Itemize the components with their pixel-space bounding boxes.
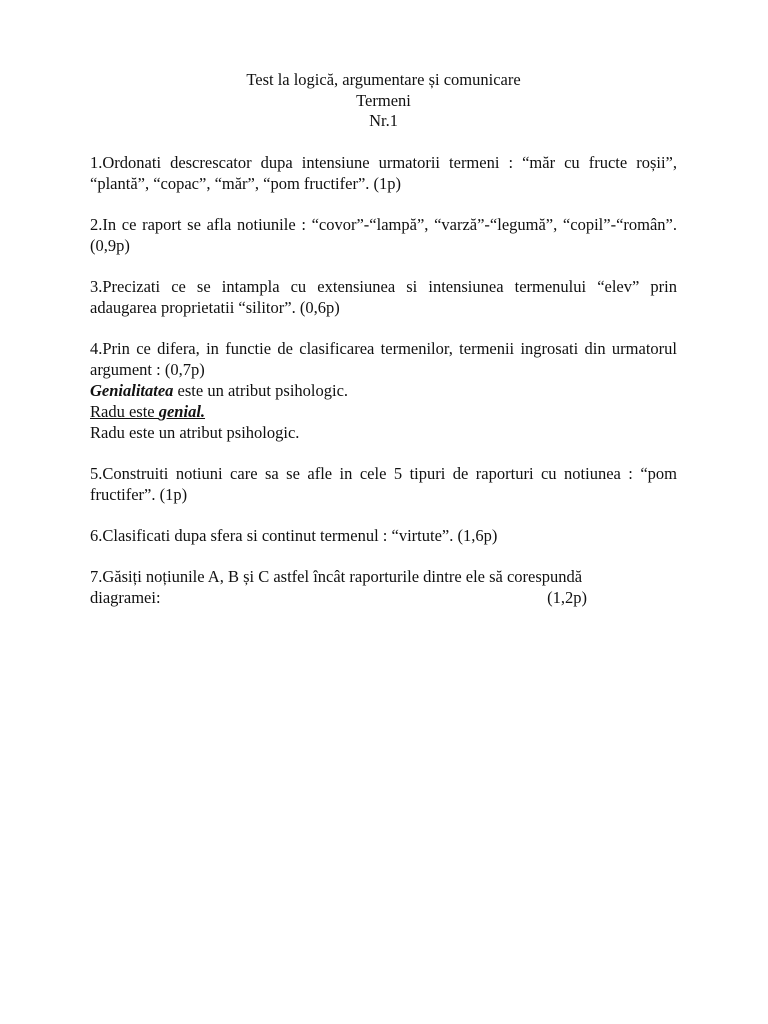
document-page xyxy=(90,70,677,628)
argument-premise-2 xyxy=(90,401,677,422)
question-6-text: 6.Clasificati dupa sfera si continut termenul : “virtute”. (1,6p) xyxy=(90,525,498,545)
question-7-line-2 xyxy=(90,587,677,608)
question-6 xyxy=(90,525,677,546)
question-1 xyxy=(90,152,677,194)
question-2-text: 2.In ce raport se afla notiunile : “covor”-“lampă”, “varză”-“legumă”, “copil”-“român”. (0,9p) xyxy=(90,214,677,255)
document-subtitle: Termeni xyxy=(356,90,411,110)
premise-2-start: Radu este xyxy=(90,401,159,421)
question-7-text: 7.Găsiți noțiunile A, B și C astfel încât raporturile dintre ele să corespundă xyxy=(90,566,583,586)
question-3-text: 3.Precizati ce se intampla cu extensiunea si intensiunea termenului “elev” prin adaugarea proprietatii “silitor”. (0,6p) xyxy=(90,276,677,317)
question-7-diagram-label: diagramei: xyxy=(90,587,161,607)
argument-conclusion: Radu este un atribut psihologic. xyxy=(90,422,300,442)
question-7 xyxy=(90,566,677,608)
question-4-text: 4.Prin ce difera, in functie de clasificarea termenilor, termenii ingrosati din urmatorul argument : (0,7p) xyxy=(90,338,677,379)
question-5-text: 5.Construiti notiuni care sa se afle in cele 5 tipuri de raporturi cu notiunea : “pom fructifer”. (1p) xyxy=(90,463,677,504)
document-header xyxy=(90,70,677,132)
document-title: Test la logică, argumentare și comunicare xyxy=(246,70,521,89)
question-4 xyxy=(90,338,677,443)
question-2 xyxy=(90,214,677,256)
premise-1-rest: este un atribut psihologic. xyxy=(173,380,349,400)
question-7-score: (1,2p) xyxy=(547,587,587,607)
document-number: Nr.1 xyxy=(369,111,398,130)
argument-premise-1 xyxy=(90,380,677,401)
question-1-text: 1.Ordonati descrescator dupa intensiune urmatorii termeni : “măr cu fructe roșii”, “plantă”, “copac”, “măr”, “pom fructifer”. (1p) xyxy=(90,152,677,193)
bold-term-genialitatea: Genialitatea xyxy=(90,380,174,400)
question-3 xyxy=(90,276,677,318)
question-5 xyxy=(90,463,677,505)
bold-term-genial: genial. xyxy=(158,401,206,421)
